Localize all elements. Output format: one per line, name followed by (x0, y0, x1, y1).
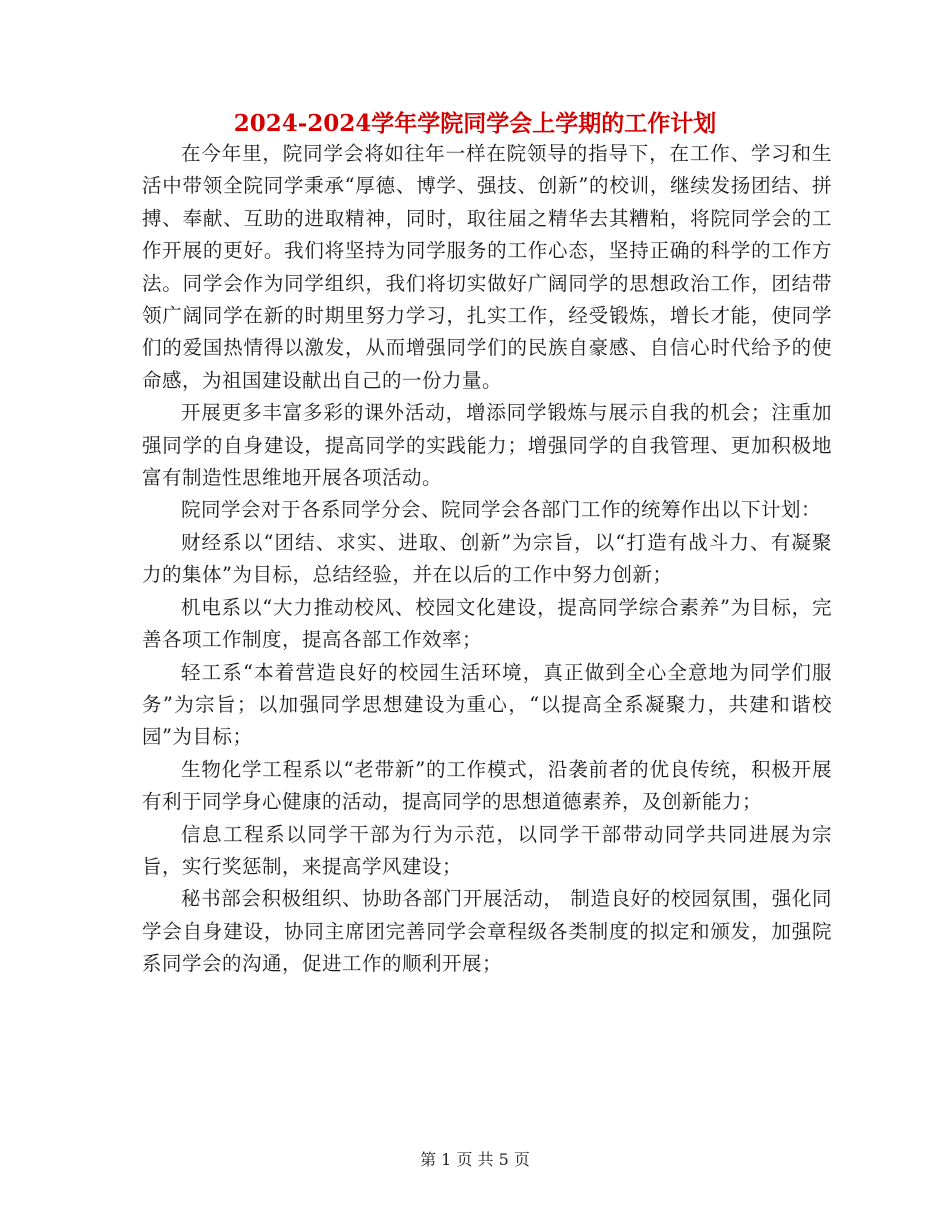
paragraph-intro: 在今年里，院同学会将如往年一样在院领导的指导下，在工作、学习和生活中带领全院同学秉承“厚德、博学、强技、创新”的校训，继续发扬团结、拼搏、奉献、互助的进取精神，同时，取往届之精华去其糟粕，将院同学会的工作开展的更好。我们将坚持为同学服务的工作心态，坚持正确的科学的工作方法。同学会作为同学组织，我们将切实做好广阔同学的思想政治工作，团结带领广阔同学在新的时期里努力学习，扎实工作，经受锻炼，增长才能，使同学们的爱国热情得以激发，从而增强同学们的民族自豪感、自信心时代给予的使命感，为祖国建设献出自己的一份力量。 (142, 142, 832, 392)
document-body (142, 138, 832, 981)
paragraph-activities: 开展更多丰富多彩的课外活动，增添同学锻炼与展示自我的机会；注重加强同学的自身建设，提高同学的实践能力；增强同学的自我管理、更加积极地富有制造性思维地开展各项活动。 (142, 401, 832, 490)
page-number-footer: 第 1 页 共 5 页 (420, 1150, 530, 1169)
paragraph-secretariat: 秘书部会积极组织、协助各部门开展活动， 制造良好的校园氛围，强化同学会自身建设，协同主席团完善同学会章程级各类制度的拟定和颁发，加强院系同学会的沟通，促进工作的顺利开展； (142, 887, 832, 976)
paragraph-biochem-dept: 生物化学工程系以“老带新”的工作模式，沿袭前者的优良传统，积极开展有利于同学身心健康的活动，提高同学的思想道德素养，及创新能力； (142, 757, 832, 814)
paragraph-plan-intro: 院同学会对于各系同学分会、院同学会各部门工作的统筹作出以下计划： (181, 498, 822, 522)
paragraph-it-dept: 信息工程系以同学干部为行为示范，以同学干部带动同学共同进展为宗旨，实行奖惩制，来提高学风建设； (142, 822, 832, 878)
paragraph-mechatronics-dept: 机电系以“大力推动校风、校园文化建设，提高同学综合素养”为目标，完善各项工作制度，提高各部工作效率； (142, 595, 832, 652)
paragraph-light-industry-dept: 轻工系“本着营造良好的校园生活环境，真正做到全心全意地为同学们服务”为宗旨；以加强同学思想建设为重心，“以提高全系凝聚力，共建和谐校园”为目标； (142, 660, 832, 749)
paragraph-finance-dept: 财经系以“团结、求实、进取、创新”为宗旨，以“打造有战斗力、有凝聚力的集体”为目标，总结经验，并在以后的工作中努力创新； (142, 530, 832, 587)
document-title: 2024-2024学年学院同学会上学期的工作计划 (233, 110, 717, 137)
